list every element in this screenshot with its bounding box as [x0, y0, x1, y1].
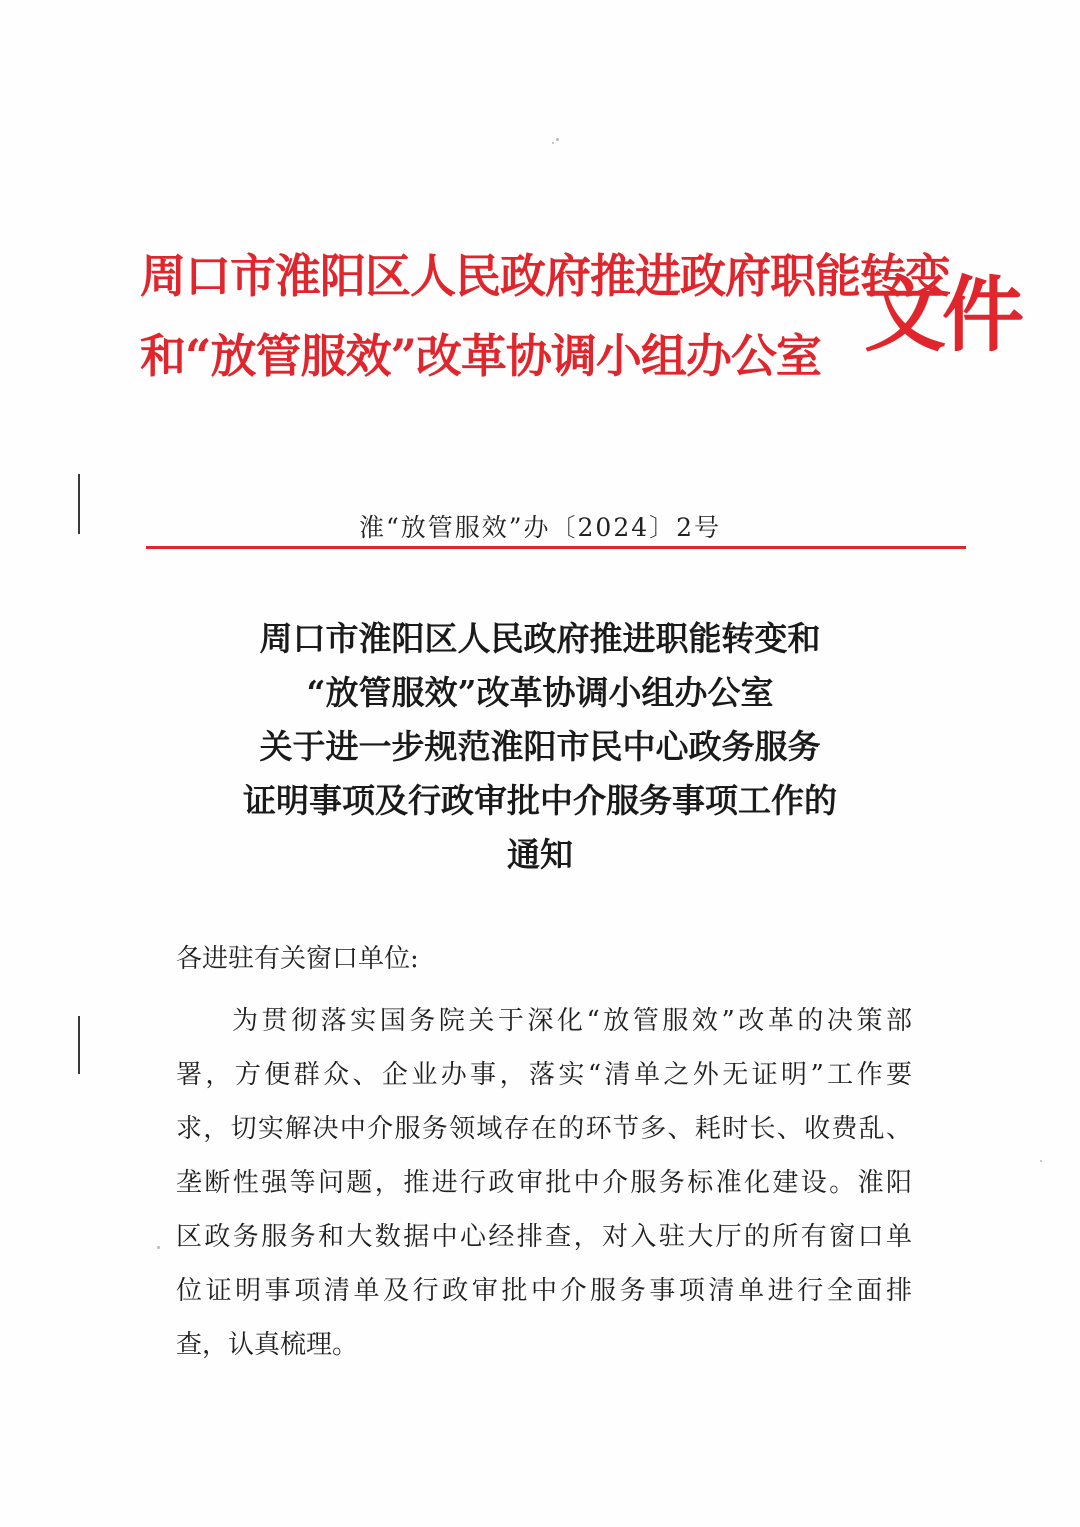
body-line: 查，认真梳理。: [176, 1330, 359, 1360]
body-line: 求，切实解决中介服务领域存在的环节多、耗时长、收费乱、: [176, 1114, 912, 1144]
header-file-word: 文件: [864, 267, 1021, 363]
document-title: [0, 612, 1080, 882]
title-line: “放管服效”改革协调小组办公室: [306, 673, 774, 712]
body-line: 位证明事项清单及行政审批中介服务事项清单进行全面排: [176, 1276, 912, 1306]
title-line: 通知: [507, 835, 573, 874]
body-line: 署，方便群众、企业办事，落实“清单之外无证明”工作要: [176, 1060, 912, 1090]
body-line: 垄断性强等问题，推进行政审批中介服务标准化建设。淮阳: [176, 1168, 912, 1198]
salutation: 各进驻有关窗口单位:: [176, 944, 419, 974]
binding-mark-bottom: [78, 1016, 80, 1074]
title-line: 关于进一步规范淮阳市民中心政务服务: [259, 727, 821, 766]
scan-speck: [552, 142, 554, 144]
header-line-1: 周口市淮阳区人民政府推进政府职能转变: [140, 249, 950, 303]
header-line-2: 和“放管服效”改革协调小组办公室: [140, 329, 821, 383]
body-line: 为贯彻落实国务院关于深化“放管服效”改革的决策部: [232, 1006, 912, 1036]
scan-speck: [1040, 1160, 1042, 1162]
issuing-authority-header: [140, 222, 1021, 392]
title-line: 证明事项及行政审批中介服务事项工作的: [243, 781, 837, 820]
document-number: 淮“放管服效”办〔2024〕2号: [358, 513, 722, 542]
red-separator-line: [146, 546, 966, 549]
scan-speck: [157, 1246, 160, 1249]
scan-speck: [556, 138, 559, 141]
body-paragraph: [176, 994, 912, 1372]
body-line: 区政务服务和大数据中心经排查，对入驻大厅的所有窗口单: [176, 1222, 912, 1252]
title-line: 周口市淮阳区人民政府推进职能转变和: [259, 619, 821, 658]
